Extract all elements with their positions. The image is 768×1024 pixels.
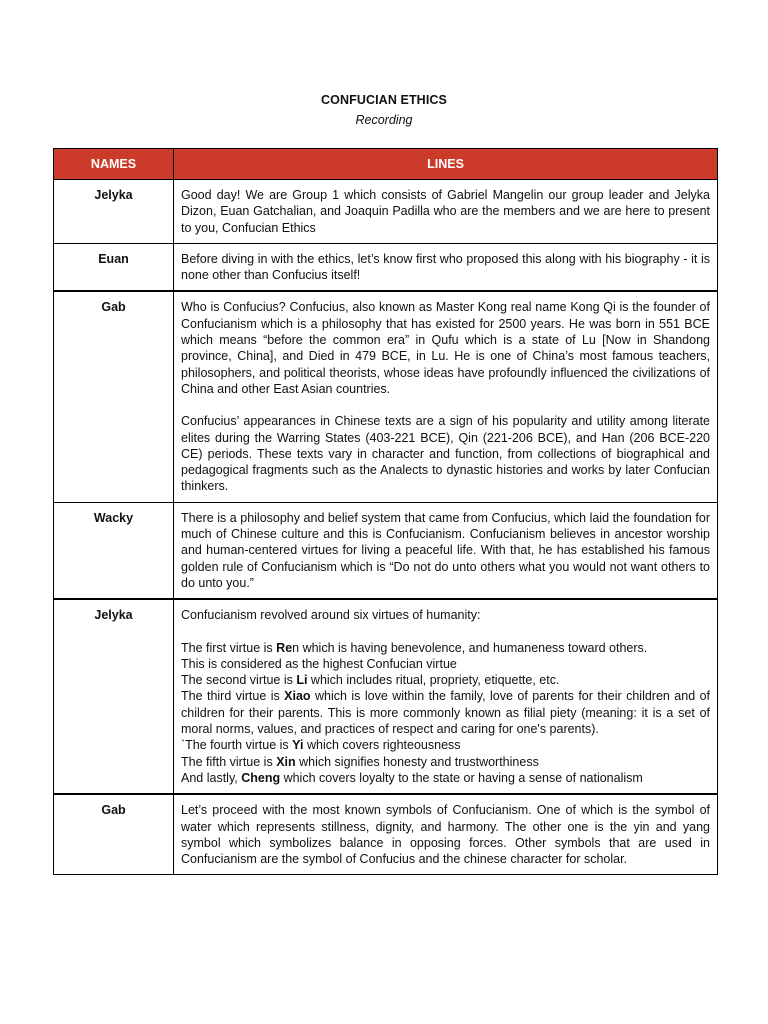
virtue-term: Re [276,640,293,655]
speaker-lines [174,180,718,244]
document-subtitle: Recording [355,113,413,127]
virtue-text: The first virtue is [181,640,277,655]
speaker-lines [174,291,718,502]
virtue-text: which covers righteousness [303,738,461,753]
virtue-line [181,640,710,656]
virtue-term: Yi [292,738,304,753]
virtue-text: `The fourth virtue is [181,738,293,753]
virtue-line [181,754,710,770]
virtue-text: which signifies honesty and trustworthiness [295,754,539,769]
virtue-text: which covers loyalty to the state or having a sense of nationalism [280,770,643,785]
script-table [53,148,718,875]
virtue-text: The third virtue is [181,689,285,704]
table-header-row [54,149,718,180]
virtue-text: The fifth virtue is [181,754,277,769]
table-row [54,291,718,502]
virtue-text: which is love within the family, love of parents for their children and of children for their parents. This is more commonly known as filial piety (meaning: it is a set of moral norms, values, and practices of respect and caring for one's parents). [181,689,710,737]
virtues-intro: Confucianism revolved around six virtues of humanity: [181,608,481,623]
speaker-name: Gab [54,794,174,875]
virtue-text: The second virtue is [181,673,297,688]
speaker-name: Jelyka [54,180,174,244]
speaker-lines [174,794,718,875]
speaker-lines [174,243,718,291]
table-row [54,180,718,244]
lines-column-header: LINES [174,149,718,180]
speaker-name: Euan [54,243,174,291]
virtue-term: Xin [276,754,296,769]
line-paragraph: There is a philosophy and belief system that came from Confucius, which laid the foundation for much of Chinese culture and this is Confucianism. Confucianism believes in ancestor worship and human-centered virtues for living a peaceful life. With that, he has established his famous golden rule of Confucianism which is “Do not do unto others what you would not want others to do unto you.” [181,510,710,590]
speaker-name: Gab [54,291,174,502]
virtue-text: This is considered as the highest Confucian virtue [181,656,457,671]
virtue-term: Xiao [284,689,311,704]
speaker-name: Wacky [54,502,174,599]
names-column-header: NAMES [54,149,174,180]
speaker-name: Jelyka [54,599,174,794]
document-title: CONFUCIAN ETHICS [321,93,447,107]
line-paragraph: Good day! We are Group 1 which consists of Gabriel Mangelin our group leader and Jelyka Dizon, Euan Gatchalian, and Joaquin Padilla who are the members and we are here to present to you, Confucian Ethics [181,188,710,235]
line-paragraph: Let’s proceed with the most known symbols of Confucianism. One of which is the symbol of water which represents stillness, dignity, and harmony. The other one is the yin and yang symbol which symbolizes balance in opposing forces. Other symbols that are used in Confucianism are the symbol of Confucius and the chinese character for scholar. [181,803,710,867]
table-row [54,243,718,291]
virtue-line [181,688,710,737]
virtue-text: n which is having benevolence, and humaneness toward others. [292,640,648,655]
line-paragraph: Before diving in with the ethics, let’s know first who proposed this along with his biography - it is none other than Confucius itself! [181,251,710,283]
virtue-text: which includes ritual, propriety, etiquette, etc. [307,673,560,688]
speaker-lines [174,599,718,794]
virtue-line [181,770,710,786]
virtue-line [181,672,710,688]
virtue-line [181,737,710,753]
virtue-term: Cheng [241,770,281,785]
line-paragraph: Who is Confucius? Confucius, also known as Master Kong real name Kong Qi is the founder of Confucianism which is a philosophy that has existed for 2500 years. He was born in 551 BCE which means “before the common era” in Qufu which is a state of Lu [Now in Shandong province, China], and Died in 479 BCE, in Lu. He is one of China’s most famous teachers, philosophers, and political theorists, whose ideas have profoundly influenced the civilizations of China and other East Asian countries. [181,300,710,396]
table-row [54,599,718,794]
virtue-term: Li [296,673,308,688]
line-paragraph: Confucius’ appearances in Chinese texts are a sign of his popularity and utility among literate elites during the Warring States (403-221 BCE), Qin (221-206 BCE), and Han (206 BCE-220 CE) periods. These texts vary in character and function, from collections of biographical and pedagogical fragments such as the Analects to dynastic histories and works by later Confucian thinkers. [181,414,710,494]
virtue-line [181,656,710,672]
speaker-lines [174,502,718,599]
table-row [54,794,718,875]
table-row [54,502,718,599]
virtue-text: And lastly, [181,770,242,785]
